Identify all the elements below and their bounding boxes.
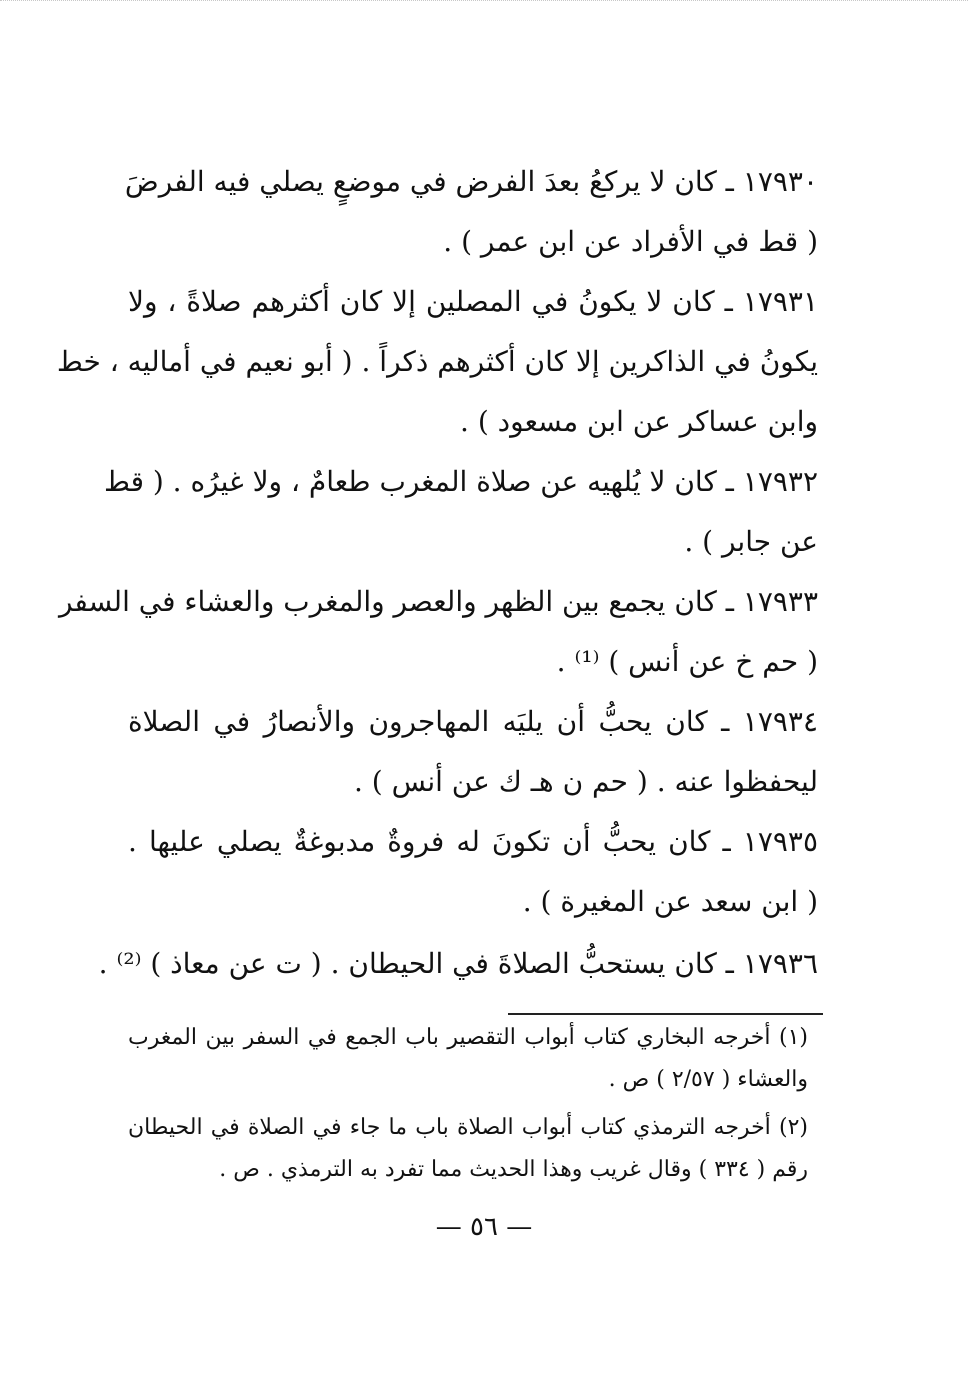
hadith-4-line-1: ١٧٩٣٣ ـ كان يجمع بين الظهر والعصر والمغرب والعشاء في السفر xyxy=(58,585,818,618)
hadith-6-line-2: ( ابن سعد عن المغيرة ) . xyxy=(522,885,818,918)
footnote-1-line-2: والعشاء ( ٢/٥٧ ) ص . xyxy=(608,1067,808,1092)
hadith-5-line-2: ليحفظوا عنه . ( حم ن هـ ك عن أنس ) . xyxy=(354,765,818,798)
hadith-5-line-1: ١٧٩٣٤ ـ كان يحبُّ أن يليَه المهاجرون والأنصارُ في الصلاة xyxy=(128,705,818,738)
page-number: — ٥٦ — xyxy=(435,1212,533,1242)
hadith-2-line-2: يكونُ في الذاكرين إلا كان أكثرهم ذكراً . ( أبو نعيم في أماليه ، خط xyxy=(56,345,818,378)
footnote-separator xyxy=(508,1013,823,1015)
hadith-6-line-1: ١٧٩٣٥ ـ كان يحبُّ أن تكونَ له فروةٌ مدبوغةٌ يصلي عليها . xyxy=(128,825,818,858)
hadith-1-line-2: ( قط في الأفراد عن ابن عمر ) . xyxy=(443,225,818,258)
hadith-3-line-1: ١٧٩٣٢ ـ كان لا يُلهيه عن صلاة المغرب طعامٌ ، ولا غيرُه . ( قط xyxy=(103,465,818,498)
page-edge xyxy=(0,0,968,5)
hadith-3-line-2: عن جابر ) . xyxy=(684,525,818,558)
hadith-1-line-1: ١٧٩٣٠ ـ كان لا يركعُ بعدَ الفرض في موضعٍ يصلي فيه الفرضَ xyxy=(124,165,818,198)
hadith-2-line-1: ١٧٩٣١ ـ كان لا يكونُ في المصلين إلا كان أكثرهم صلاةً ، ولا xyxy=(128,285,818,318)
footnote-2-line-2: رقم ( ٣٣٤ ) وقال غريب وهذا الحديث مما تفرد به الترمذي . ص . xyxy=(219,1157,808,1182)
footnote-2-line-1: (٢) أخرجه الترمذي كتاب أبواب الصلاة باب ما جاء في الصلاة في الحيطان xyxy=(128,1115,808,1140)
hadith-7-line-1: ١٧٩٣٦ ـ كان يستحبُّ الصلاةَ في الحيطان . ( ت عن معاذ ) ⁽²⁾ . xyxy=(98,947,818,980)
hadith-4-line-2: ( حم خ عن أنس ) ⁽¹⁾ . xyxy=(556,645,818,678)
hadith-2-line-3: وابن عساكر عن ابن مسعود ) . xyxy=(460,405,818,438)
footnote-1-line-1: (١) أخرجه البخاري كتاب أبواب التقصير باب الجمع في السفر بين المغرب xyxy=(128,1025,808,1050)
